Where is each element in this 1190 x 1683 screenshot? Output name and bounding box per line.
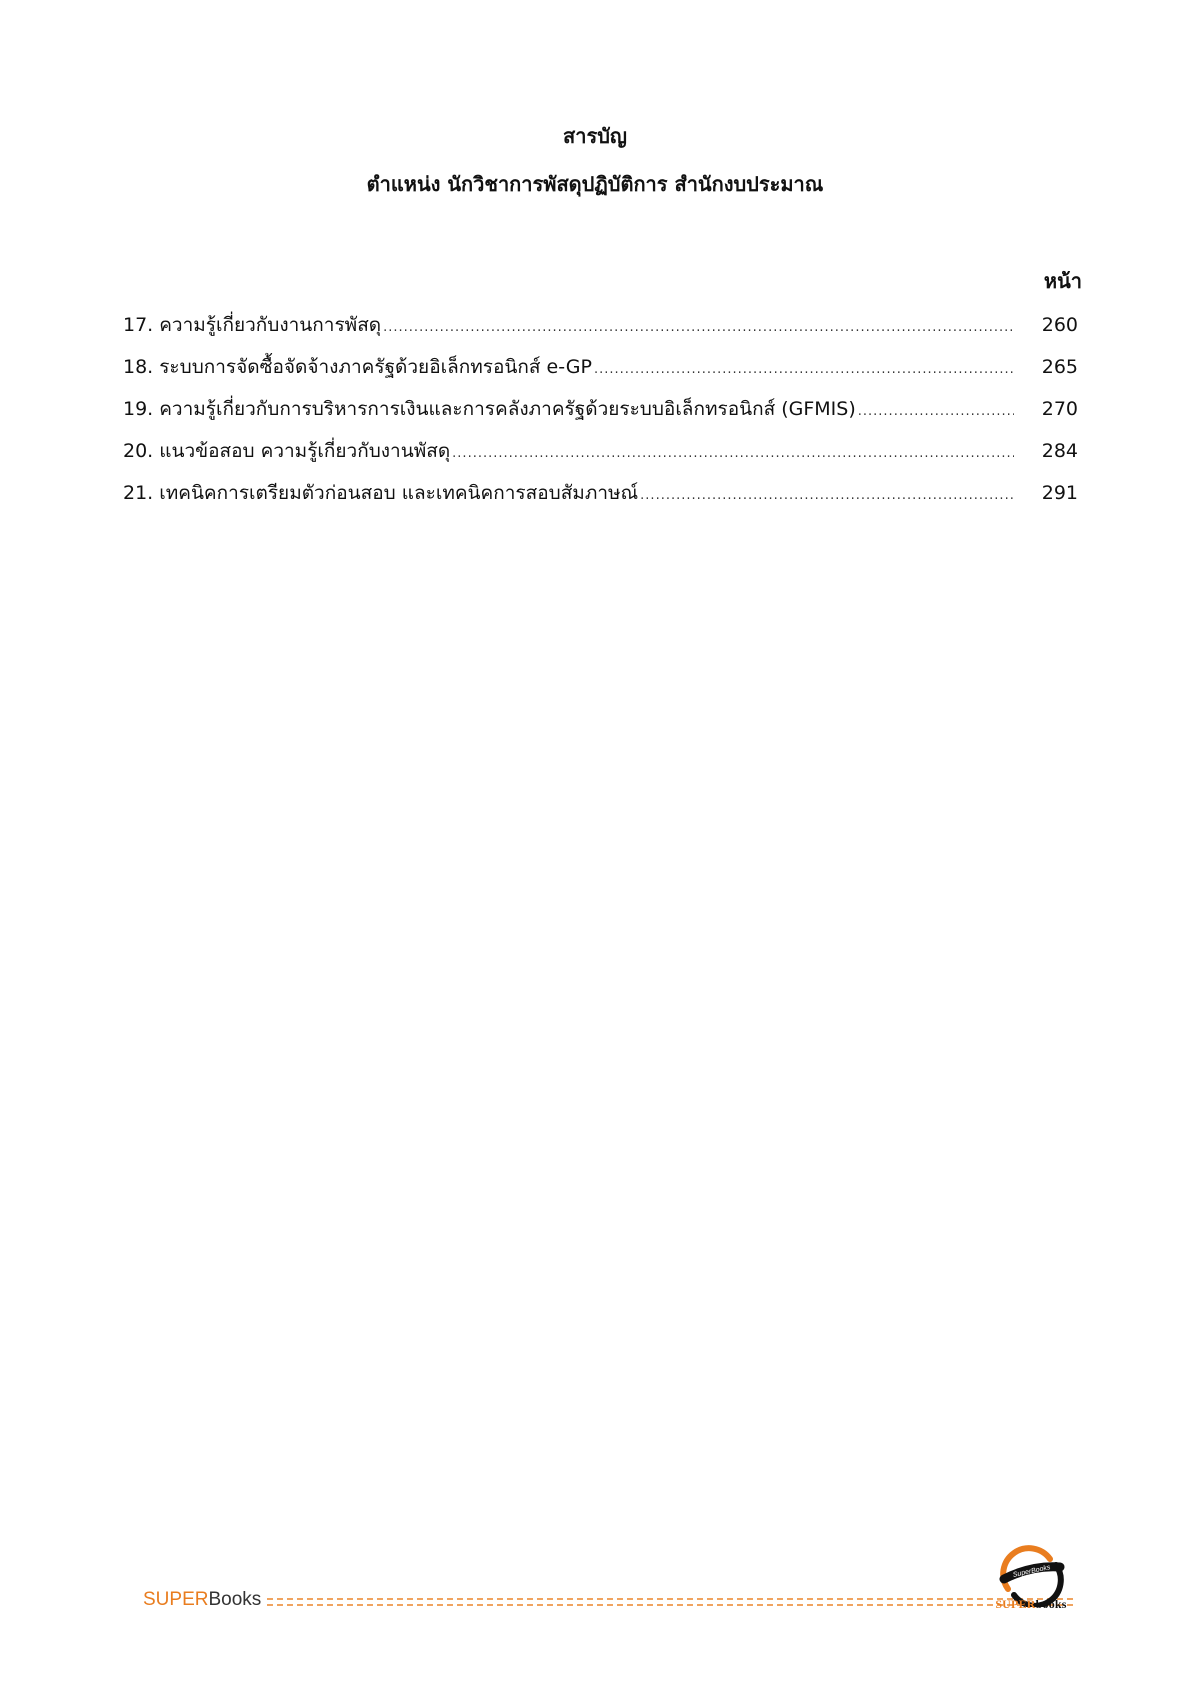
dot-leader — [594, 362, 1014, 377]
toc-entry-number: 19. — [123, 398, 154, 420]
toc-entry-page: 270 — [1041, 398, 1078, 420]
toc-entry-page: 291 — [1041, 482, 1078, 504]
footer-brand-books: Books — [208, 1589, 262, 1610]
toc-entry[interactable] — [123, 352, 1078, 394]
logo-ring-text: SuperBooks — [1012, 1564, 1052, 1579]
footer-divider — [267, 1598, 1073, 1606]
toc-entry-number: 20. — [123, 440, 154, 462]
page-footer — [143, 1585, 1073, 1615]
footer-brand — [143, 1589, 261, 1611]
dot-leader — [383, 320, 1014, 335]
toc-subtitle: ตำแหน่ง นักวิชาการพัสดุปฏิบัติการ สำนักงบประมาณ — [366, 172, 824, 196]
toc-entry-label: ความรู้เกี่ยวกับงานการพัสดุ — [159, 314, 382, 336]
toc-entry-page: 260 — [1041, 314, 1078, 336]
logo-wordmark-books: books — [1035, 1597, 1067, 1611]
footer-brand-super: SUPER — [143, 1589, 209, 1610]
toc-entry[interactable] — [123, 394, 1078, 436]
toc-title: สารบัญ — [563, 124, 627, 148]
dot-leader — [452, 446, 1014, 461]
dot-leader — [640, 488, 1014, 503]
toc-entry-label: เทคนิคการเตรียมตัวก่อนสอบ และเทคนิคการสอบสัมภาษณ์ — [159, 482, 639, 504]
toc-entry-number: 17. — [123, 314, 154, 336]
page-column-header: หน้า — [1043, 269, 1082, 293]
logo-wordmark — [990, 1597, 1072, 1612]
toc-entry[interactable] — [123, 310, 1078, 352]
toc-entry-number: 21. — [123, 482, 154, 504]
table-of-contents — [123, 310, 1078, 520]
toc-entry[interactable] — [123, 436, 1078, 478]
logo-wordmark-super: SUPER — [995, 1597, 1036, 1611]
toc-entry-page: 284 — [1041, 440, 1078, 462]
toc-entry-number: 18. — [123, 356, 154, 378]
toc-entry-label: แนวข้อสอบ ความรู้เกี่ยวกับงานพัสดุ — [159, 440, 451, 462]
toc-entry-label: ระบบการจัดซื้อจัดจ้างภาครัฐด้วยอิเล็กทรอนิกส์ e-GP — [159, 356, 592, 378]
toc-entry-page: 265 — [1041, 356, 1078, 378]
toc-entry[interactable] — [123, 478, 1078, 520]
toc-entry-label: ความรู้เกี่ยวกับการบริหารการเงินและการคลังภาครัฐด้วยระบบอิเล็กทรอนิกส์ (GFMIS) — [159, 398, 856, 420]
dot-leader — [858, 404, 1014, 419]
